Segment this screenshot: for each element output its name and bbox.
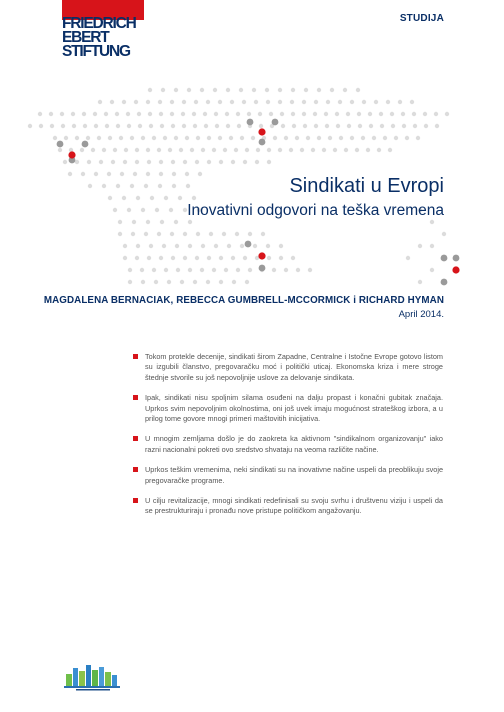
bullet-square-icon xyxy=(133,436,138,441)
city-skyline-logo-icon xyxy=(62,660,124,692)
authors: MAGDALENA BERNACIAK, REBECCA GUMBRELL-MCCORMICK i RICHARD HYMAN xyxy=(43,295,444,306)
logo-line-1: FRIEDRICH xyxy=(62,15,136,32)
bullet-square-icon xyxy=(133,354,138,359)
document-subtitle: Inovativni odgovori na teška vremena xyxy=(187,202,444,219)
summary-bullet xyxy=(133,465,443,486)
summary-bullet xyxy=(133,393,443,424)
logo-line-3: STIFTUNG xyxy=(62,43,130,60)
document-type-label: STUDIJA xyxy=(399,13,444,24)
bullet-text: Uprkos teškim vremenima, neki sindikati su na inovativne načine uspeli da preoblikuju svoje pregovaračke programe. xyxy=(145,465,443,485)
summary-bullet xyxy=(133,352,443,383)
summary-bullet xyxy=(133,496,443,517)
bullet-text: Ipak, sindikati nisu spoljnim silama osuđeni na dalju propast i konačni gubitak značaja. Uprkos svim nepovoljnim okolnostima, oni još uvek imaju mogućnost strateškog izbora, a u prilog tome govore mnogi primeri maštovitih inicijativa. xyxy=(145,393,443,424)
bullet-text: U mnogim zemljama došlo je do zaokreta ka aktivnom "sindikalnom organizovanju" iako razni nacionalni pokreti ovo sredstvo shvataju na veoma različite načine. xyxy=(145,434,443,454)
bullet-square-icon xyxy=(133,467,138,472)
summary-bullet-list xyxy=(133,352,443,527)
fes-logo xyxy=(62,0,144,74)
logo-text xyxy=(62,17,144,59)
logo-line-2: EBERT xyxy=(62,29,109,46)
bullet-square-icon xyxy=(133,498,138,503)
bullet-text: U cilju revitalizacije, mnogi sindikati redefinisali su svoju svrhu i društvenu viziju i uspeli da se prestrukturiraju i pronađu nove pristupe političkom angažovanju. xyxy=(145,496,443,516)
summary-bullet xyxy=(133,434,443,455)
document-title: Sindikati u Evropi xyxy=(289,175,444,197)
bullet-text: Tokom protekle decenije, sindikati širom Zapadne, Centralne i Istočne Evrope gotovo listom su izgubili članstvo, pregovaračku moć i politički uticaj. Ekonomska kriza i mere stroge štednje stvorile su još nepovoljnije uslove za delovanje sindikata. xyxy=(145,352,443,382)
publication-date: April 2014. xyxy=(398,309,444,320)
bullet-square-icon xyxy=(133,395,138,400)
